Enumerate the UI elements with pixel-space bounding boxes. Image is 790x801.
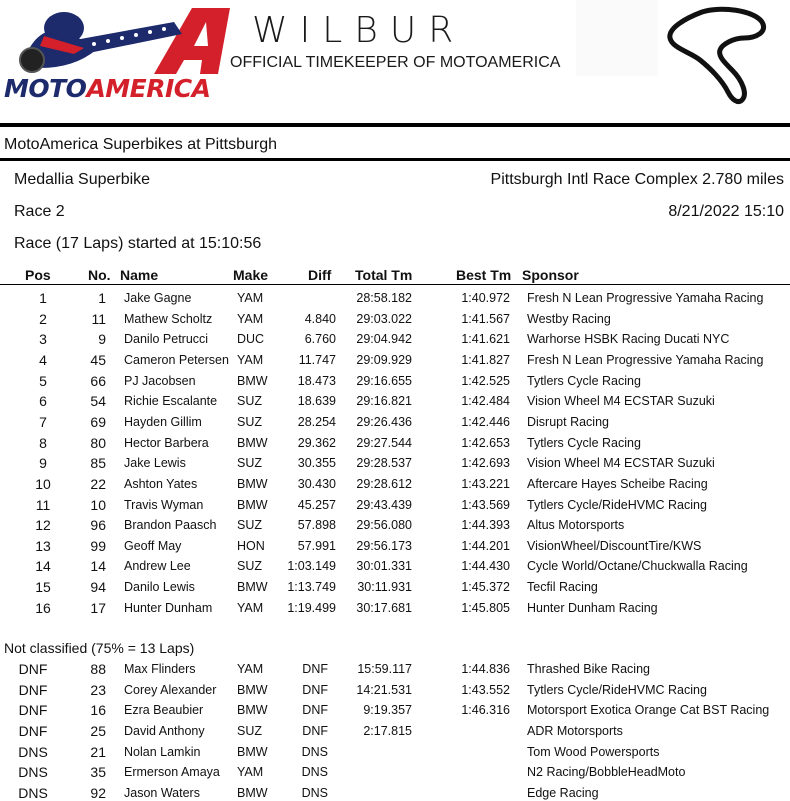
race-datetime: 8/21/2022 15:10 — [668, 203, 784, 220]
make-cell: DUC — [237, 332, 265, 347]
diff-cell: 1:19.499 — [287, 600, 336, 615]
rider-name: Jake Lewis — [124, 456, 186, 471]
table-row — [0, 436, 790, 456]
best-time-cell: 1:44.393 — [461, 518, 510, 533]
total-time-cell: 30:11.931 — [357, 580, 412, 595]
number-cell: 80 — [90, 434, 106, 451]
make-cell: SUZ — [237, 518, 262, 533]
total-time-cell: 29:56.173 — [356, 538, 412, 553]
make-cell: BMW — [237, 682, 268, 697]
diff-cell: DNF — [302, 662, 328, 676]
number-cell: 22 — [90, 475, 106, 492]
pos-cell: 13 — [35, 537, 51, 554]
table-row — [0, 601, 790, 621]
sponsor-cell: Motorsport Exotica Orange Cat BST Racing — [527, 703, 770, 718]
table-row — [0, 332, 790, 352]
header-sponsor: Sponsor — [522, 267, 579, 283]
number-cell: 16 — [90, 702, 106, 719]
diff-cell: DNF — [302, 682, 328, 697]
pos-cell: 15 — [35, 579, 51, 596]
diff-cell: DNF — [302, 723, 328, 738]
table-row — [0, 662, 790, 682]
diff-cell: 18.473 — [297, 373, 336, 388]
table-row — [0, 374, 790, 394]
number-cell: 9 — [98, 331, 106, 348]
sponsor-cell: Fresh N Lean Progressive Yamaha Racing — [527, 352, 764, 367]
sponsor-cell: Hunter Dunham Racing — [527, 600, 658, 615]
pos-cell: DNS — [18, 764, 48, 781]
table-row — [0, 683, 790, 703]
pos-cell: 7 — [39, 413, 47, 430]
rider-name: Ermerson Amaya — [124, 765, 220, 780]
number-cell: 25 — [90, 722, 106, 739]
motoamerica-wordmark: MOTOAMERICA — [4, 74, 211, 103]
rider-name: Andrew Lee — [124, 559, 191, 574]
rider-name: Hector Barbera — [124, 435, 209, 450]
header-diff: Diff — [308, 267, 332, 283]
table-row — [0, 477, 790, 497]
pos-cell: 8 — [39, 434, 47, 451]
make-cell: YAM — [237, 600, 264, 615]
make-cell: BMW — [237, 580, 268, 595]
pos-cell: 1 — [39, 290, 47, 306]
sponsor-cell: Vision Wheel M4 ECSTAR Suzuki — [527, 456, 715, 471]
rider-name: Geoff May — [124, 538, 182, 553]
best-time-cell: 1:41.567 — [461, 311, 510, 326]
diff-cell: 1:13.749 — [287, 580, 336, 595]
best-time-cell: 1:43.552 — [461, 682, 510, 697]
best-time-cell: 1:42.446 — [461, 414, 510, 429]
sponsor-cell: Altus Motorsports — [527, 518, 625, 533]
sponsor-cell: Vision Wheel M4 ECSTAR Suzuki — [527, 394, 715, 409]
pos-cell: 4 — [39, 351, 47, 368]
sponsor-cell: Tytlers Cycle/RideHVMC Racing — [527, 682, 707, 697]
total-time-cell: 29:26.436 — [356, 414, 412, 429]
sponsor-cell: VisionWheel/DiscountTire/KWS — [527, 538, 702, 553]
table-row — [0, 415, 790, 435]
number-cell: 92 — [90, 784, 106, 801]
make-cell: BMW — [237, 373, 268, 388]
header-total: Total Tm — [355, 267, 413, 283]
best-time-cell: 1:44.430 — [461, 559, 510, 574]
number-cell: 45 — [90, 351, 106, 368]
pos-cell: 12 — [35, 517, 51, 534]
total-time-cell: 29:04.942 — [356, 332, 412, 347]
best-time-cell: 1:43.221 — [461, 476, 510, 491]
table-row — [0, 724, 790, 744]
total-time-cell: 29:03.022 — [356, 311, 412, 326]
sponsor-cell: Tytlers Cycle/RideHVMC Racing — [527, 497, 707, 512]
best-time-cell: 1:41.827 — [461, 352, 510, 367]
rider-name: Richie Escalante — [124, 394, 218, 409]
best-time-cell: 1:40.972 — [461, 291, 510, 305]
make-cell: SUZ — [237, 414, 262, 429]
table-row — [0, 745, 790, 765]
table-row — [0, 394, 790, 414]
sponsor-cell: Warhorse HSBK Racing Ducati NYC — [527, 332, 730, 347]
make-cell: YAM — [237, 662, 264, 676]
total-time-cell: 29:16.655 — [356, 373, 412, 388]
race-start-text: Race (17 Laps) started at 15:10:56 — [14, 235, 262, 252]
make-cell: YAM — [237, 291, 264, 305]
number-cell: 23 — [90, 681, 106, 698]
make-cell: SUZ — [237, 723, 262, 738]
number-cell: 1 — [98, 290, 106, 306]
best-time-cell: 1:42.484 — [461, 394, 510, 409]
best-time-cell: 1:45.372 — [461, 580, 510, 595]
sponsor-cell: Tytlers Cycle Racing — [527, 373, 641, 388]
diff-cell: 30.355 — [297, 456, 336, 471]
pos-cell: DNF — [18, 722, 48, 739]
table-row — [0, 456, 790, 476]
make-cell: YAM — [237, 311, 264, 326]
rider-name: Hayden Gillim — [124, 414, 202, 429]
pos-cell: DNS — [18, 743, 48, 760]
table-row — [0, 518, 790, 538]
table-row — [0, 580, 790, 600]
rider-name: Jason Waters — [124, 785, 200, 800]
rider-name: Danilo Petrucci — [124, 332, 209, 347]
header-divider — [0, 123, 790, 127]
number-cell: 11 — [91, 310, 106, 327]
header-no: No. — [88, 267, 111, 283]
total-time-cell: 29:27.544 — [356, 435, 412, 450]
diff-cell: 57.898 — [297, 518, 336, 533]
total-time-cell: 30:01.331 — [356, 559, 412, 574]
rider-name: Danilo Lewis — [124, 580, 195, 595]
number-cell: 54 — [90, 393, 106, 410]
tagline: OFFICIAL TIMEKEEPER OF MOTOAMERICA — [230, 54, 561, 71]
number-cell: 99 — [90, 537, 106, 554]
sponsor-cell: ADR Motorsports — [527, 723, 623, 738]
wilbur-brand: WILBUR — [252, 10, 466, 51]
sponsor-cell: Edge Racing — [527, 785, 599, 800]
best-time-cell: 1:46.316 — [461, 703, 510, 718]
total-time-cell: 29:43.439 — [356, 497, 412, 512]
sponsor-cell: Aftercare Hayes Scheibe Racing — [527, 476, 708, 491]
sponsor-cell: Tom Wood Powersports — [527, 744, 660, 759]
header-rule — [0, 284, 790, 285]
table-row — [0, 559, 790, 579]
table-row — [0, 786, 790, 801]
total-time-cell: 28:58.182 — [356, 291, 412, 305]
number-cell: 10 — [90, 496, 106, 513]
total-time-cell: 29:09.929 — [356, 352, 412, 367]
total-time-cell: 2:17.815 — [363, 723, 412, 738]
diff-cell: DNS — [301, 785, 328, 800]
number-cell: 14 — [90, 558, 106, 575]
total-time-cell: 14:21.531 — [356, 682, 412, 697]
table-row — [0, 765, 790, 785]
pos-cell: 16 — [35, 599, 51, 616]
pos-cell: 14 — [35, 558, 51, 575]
number-cell: 85 — [90, 455, 106, 472]
sponsor-cell: Westby Racing — [527, 311, 611, 326]
number-cell: 69 — [90, 413, 106, 430]
total-time-cell: 29:16.821 — [356, 394, 412, 409]
rider-name: Brandon Paasch — [124, 518, 217, 533]
diff-cell: DNS — [301, 744, 328, 759]
sponsor-cell: Tytlers Cycle Racing — [527, 435, 641, 450]
table-row — [0, 703, 790, 723]
track-map-backdrop — [576, 0, 658, 76]
pos-cell: DNF — [18, 661, 48, 677]
pos-cell: 10 — [35, 475, 51, 492]
best-time-cell: 1:41.621 — [461, 332, 510, 347]
total-time-cell: 15:59.117 — [357, 662, 412, 676]
table-row — [0, 498, 790, 518]
number-cell: 17 — [90, 599, 106, 616]
track-map-icon — [662, 4, 772, 106]
total-time-cell: 29:28.537 — [356, 456, 412, 471]
rider-name: Travis Wyman — [124, 497, 204, 512]
best-time-cell: 1:42.693 — [461, 456, 510, 471]
pos-cell: DNF — [18, 702, 48, 719]
rider-name: Ezra Beaubier — [124, 703, 204, 718]
make-cell: SUZ — [237, 394, 262, 409]
header-name: Name — [120, 267, 159, 283]
make-cell: BMW — [237, 744, 268, 759]
table-row — [0, 312, 790, 332]
make-cell: BMW — [237, 703, 268, 718]
diff-cell: 28.254 — [297, 414, 336, 429]
pos-cell: 5 — [39, 372, 47, 389]
sponsor-cell: N2 Racing/BobbleHeadMoto — [527, 765, 686, 780]
number-cell: 94 — [90, 579, 106, 596]
make-cell: BMW — [237, 497, 268, 512]
diff-cell: DNS — [301, 765, 328, 780]
header — [0, 0, 790, 125]
header-pos: Pos — [25, 267, 51, 283]
event-title: MotoAmerica Superbikes at Pittsburgh — [4, 136, 278, 153]
number-cell: 66 — [90, 372, 106, 389]
number-cell: 88 — [90, 661, 106, 677]
best-time-cell: 1:43.569 — [461, 497, 510, 512]
pos-cell: 11 — [35, 496, 51, 513]
diff-cell: 6.760 — [304, 332, 336, 347]
not-classified-label: Not classified (75% = 13 Laps) — [4, 640, 195, 656]
make-cell: HON — [237, 538, 265, 553]
best-time-cell: 1:44.836 — [461, 662, 510, 676]
total-time-cell: 29:56.080 — [356, 518, 412, 533]
rider-name: Nolan Lamkin — [124, 744, 201, 759]
make-cell: SUZ — [237, 456, 262, 471]
diff-cell: 29.362 — [297, 435, 336, 450]
pos-cell: 2 — [39, 310, 47, 327]
total-time-cell: 9:19.357 — [363, 703, 412, 718]
diff-cell: 57.991 — [297, 538, 336, 553]
sponsor-cell: Cycle World/Octane/Chuckwalla Racing — [527, 559, 748, 574]
pos-cell: DNS — [18, 784, 48, 801]
rider-name: David Anthony — [124, 723, 205, 738]
sponsor-cell: Fresh N Lean Progressive Yamaha Racing — [527, 291, 764, 305]
diff-cell: DNF — [302, 703, 328, 718]
pos-cell: 3 — [39, 331, 47, 348]
make-cell: BMW — [237, 785, 268, 800]
table-row — [0, 353, 790, 373]
rider-name: Max Flinders — [124, 662, 196, 676]
table-row — [0, 539, 790, 559]
rider-name: Ashton Yates — [124, 476, 198, 491]
sponsor-cell: Tecfil Racing — [527, 580, 598, 595]
total-time-cell: 30:17.681 — [356, 600, 412, 615]
diff-cell: 11.747 — [298, 352, 336, 367]
venue: Pittsburgh Intl Race Complex 2.780 miles — [490, 171, 784, 188]
pos-cell: 6 — [39, 393, 47, 410]
number-cell: 21 — [90, 743, 106, 760]
make-cell: YAM — [237, 765, 264, 780]
header-best: Best Tm — [456, 267, 512, 283]
rider-name: PJ Jacobsen — [124, 373, 196, 388]
class-name: Medallia Superbike — [14, 171, 151, 188]
race-label: Race 2 — [14, 203, 65, 220]
sponsor-cell: Thrashed Bike Racing — [527, 662, 650, 676]
diff-cell: 1:03.149 — [287, 559, 336, 574]
best-time-cell: 1:42.653 — [461, 435, 510, 450]
diff-cell: 30.430 — [297, 476, 336, 491]
best-time-cell: 1:45.805 — [461, 600, 510, 615]
number-cell: 96 — [90, 517, 106, 534]
make-cell: SUZ — [237, 559, 262, 574]
diff-cell: 45.257 — [297, 497, 336, 512]
rider-name: Cameron Petersen — [124, 352, 229, 367]
diff-cell: 4.840 — [304, 311, 336, 326]
number-cell: 35 — [90, 764, 106, 781]
rider-name: Mathew Scholtz — [124, 311, 213, 326]
pos-cell: 9 — [39, 455, 47, 472]
sponsor-cell: Disrupt Racing — [527, 414, 609, 429]
make-cell: YAM — [237, 352, 264, 367]
best-time-cell: 1:42.525 — [461, 373, 510, 388]
rider-name: Corey Alexander — [124, 682, 217, 697]
rider-name: Hunter Dunham — [124, 600, 213, 615]
rider-name: Jake Gagne — [124, 291, 192, 305]
table-row — [0, 291, 790, 311]
best-time-cell: 1:44.201 — [461, 538, 510, 553]
header-make: Make — [233, 267, 269, 283]
total-time-cell: 29:28.612 — [356, 476, 412, 491]
make-cell: BMW — [237, 435, 268, 450]
make-cell: BMW — [237, 476, 268, 491]
event-divider — [0, 158, 790, 161]
pos-cell: DNF — [18, 681, 48, 698]
diff-cell: 18.639 — [297, 394, 336, 409]
